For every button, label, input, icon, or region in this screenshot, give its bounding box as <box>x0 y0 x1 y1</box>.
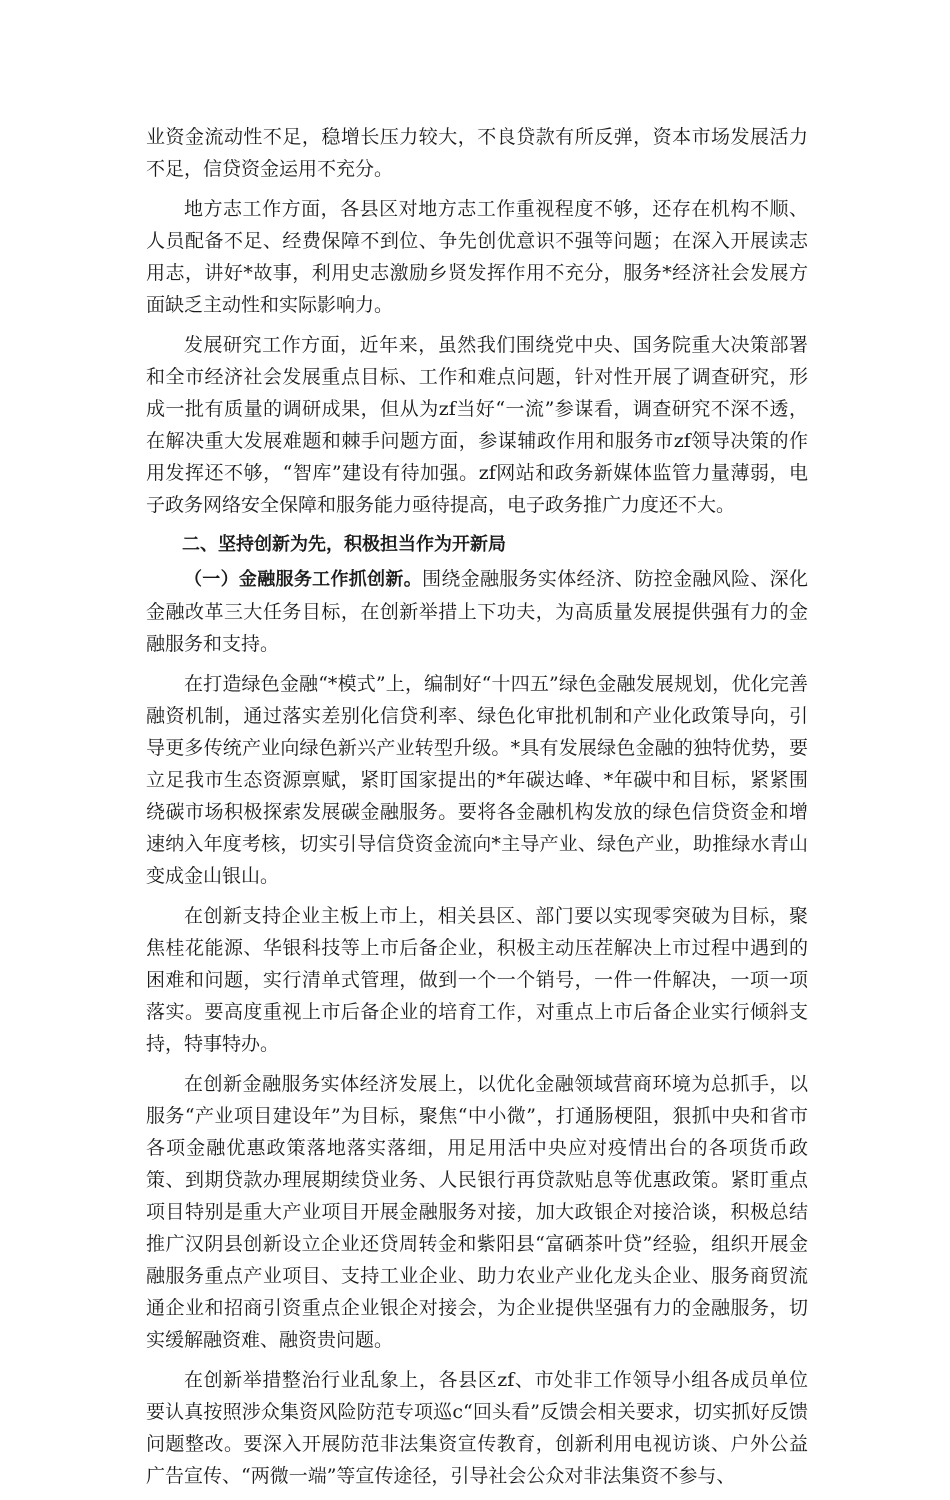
paragraph-local-chronicles: 地方志工作方面，各县区对地方志工作重视程度不够，还存在机构不顺、人员配备不足、经费保障不到位、争先创优意识不强等问题；在深入开展读志用志，讲好*故事，利用史志激励乡贤发挥作用不充分，服务*经济社会发展方面缺乏主动性和实际影响力。 <box>146 198 808 316</box>
paragraph-listing-support: 在创新支持企业主板上市上，相关县区、部门要以实现零突破为目标，聚焦桂花能源、华银科技等上市后备企业，积极主动压茬解决上市过程中遇到的困难和问题，实行清单式管理，做到一个一个销号，一件一件解决，一项一项落实。要高度重视上市后备企业的培育工作，对重点上市后备企业实行倾斜支持，特事特办。 <box>146 905 808 1055</box>
paragraph-development-research: 发展研究工作方面，近年来，虽然我们围绕党中央、国务院重大决策部署和全市经济社会发展重点目标、工作和难点问题，针对性开展了调查研究，形成一批有质量的调研成果，但从为zf当好“一流”参谋看，调查研究不深不透，在解决重大发展难题和棘手问题方面，参谋辅政作用和服务市zf领导决策的作用发挥还不够，“智库”建设有待加强。zf网站和政务新媒体监管力量薄弱，电子政务网络安全保障和服务能力亟待提高，电子政务推广力度还不大。 <box>146 334 808 516</box>
paragraph-green-finance: 在打造绿色金融“*模式”上，编制好“十四五”绿色金融发展规划，优化完善融资机制，通过落实差别化信贷利率、绿色化审批机制和产业化政策导向，引导更多传统产业向绿色新兴产业转型升级。*具有发展绿色金融的独特优势，要立足我市生态资源禀赋，紧盯国家提出的*年碳达峰、*年碳中和目标，紧紧围绕碳市场积极探索发展碳金融服务。要将各金融机构发放的绿色信贷资金和增速纳入年度考核，切实引导信贷资金流向*主导产业、绿色产业，助推绿水青山变成金山银山。 <box>146 673 808 887</box>
paragraph-industry-rectification: 在创新举措整治行业乱象上，各县区zf、市处非工作领导小组各成员单位要认真按照涉众集资风险防范专项巡c“回头看”反馈会相关要求，切实抓好反馈问题整改。要深入开展防范非法集资宣传教育，创新利用电视访谈、户外公益广告宣传、“两微一端”等宣传途径，引导社会公众对非法集资不参与、 <box>146 1369 808 1487</box>
section-heading: 二、坚持创新为先，积极担当作为开新局 <box>182 534 506 555</box>
subsection-lead: （一）金融服务工作抓创新。 <box>184 569 423 590</box>
document-body <box>146 121 808 1500</box>
subsection-text: 围绕金融服务实体经济、防控金融风险、深化金融改革三大任务目标，在创新举措上下功夫，为高质量发展提供强有力的金融服务和支持。 <box>146 568 808 655</box>
paragraph-subsection-intro <box>146 563 808 660</box>
paragraph-finance-issues: 业资金流动性不足，稳增长压力较大，不良贷款有所反弹，资本市场发展活力不足，信贷资金运用不充分。 <box>146 126 808 180</box>
paragraph-real-economy: 在创新金融服务实体经济发展上，以优化金融领域营商环境为总抓手，以服务“产业项目建设年”为目标，聚焦“中小微”，打通肠梗阻，狠抓中央和省市各项金融优惠政策落地落实落细，用足用活中央应对疫情出台的各项货币政策、到期贷款办理展期续贷业务、人民银行再贷款贴息等优惠政策。紧盯重点项目特别是重大产业项目开展金融服务对接，加大政银企对接洽谈，积极总结推广汉阴县创新设立企业还贷周转金和紫阳县“富硒茶叶贷”经验，组织开展金融服务重点产业项目、支持工业企业、助力农业产业化龙头企业、服务商贸流通企业和招商引资重点企业银企对接会，为企业提供坚强有力的金融服务，切实缓解融资难、融资贵问题。 <box>146 1073 808 1351</box>
